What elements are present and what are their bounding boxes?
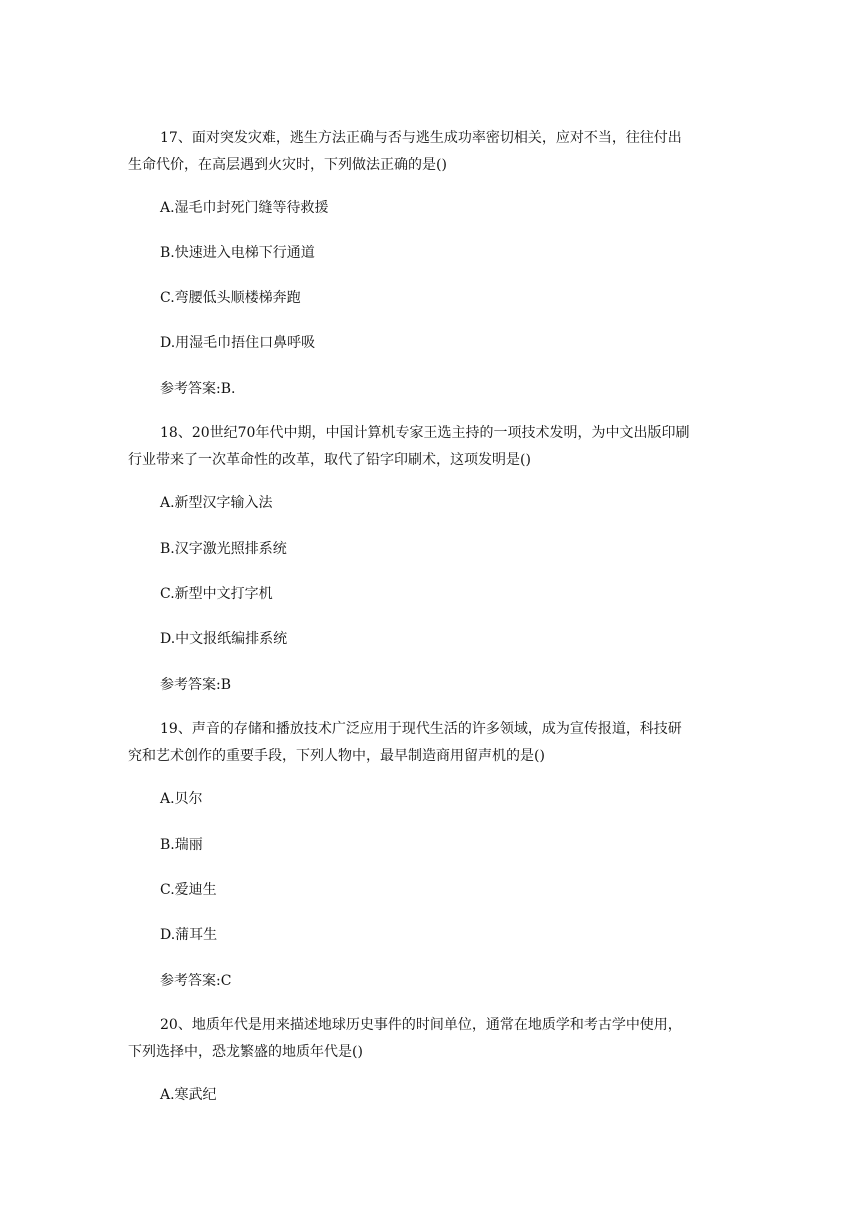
question-19-option-d: D.蒲耳生	[160, 927, 218, 943]
question-18-text-line-1: 18、20世纪70年代中期，中国计算机专家王选主持的一项技术发明，为中文出版印刷	[160, 425, 690, 441]
question-17-text-line-1: 17、面对突发灾难，逃生方法正确与否与逃生成功率密切相关，应对不当，往往付出	[160, 130, 682, 146]
question-18-option-c: C.新型中文打字机	[160, 586, 273, 602]
question-19-text-line-1: 19、声音的存储和播放技术广泛应用于现代生活的许多领域，成为宣传报道，科技研	[160, 721, 682, 737]
question-19-option-a: A.贝尔	[160, 791, 203, 807]
question-20-option-a: A.寒武纪	[160, 1087, 217, 1103]
question-17-option-a: A.湿毛巾封死门缝等待救援	[160, 200, 329, 216]
question-17-option-d: D.用湿毛巾捂住口鼻呼吸	[160, 335, 316, 351]
question-18-answer: 参考答案:B	[160, 677, 232, 693]
question-17-option-b: B.快速进入电梯下行通道	[160, 245, 315, 261]
question-18-option-a: A.新型汉字输入法	[160, 495, 273, 511]
question-17-text-line-2: 生命代价，在高层遇到火灾时，下列做法正确的是()	[128, 157, 447, 173]
question-18-text-line-2: 行业带来了一次革命性的改革，取代了铅字印刷术，这项发明是()	[128, 452, 531, 468]
question-20-text-line-1: 20、地质年代是用来描述地球历史事件的时间单位，通常在地质学和考古学中使用，	[160, 1017, 682, 1033]
question-17-option-c: C.弯腰低头顺楼梯奔跑	[160, 290, 301, 306]
question-18-option-b: B.汉字激光照排系统	[160, 541, 287, 557]
question-17-answer: 参考答案:B.	[160, 381, 236, 397]
question-18-option-d: D.中文报纸编排系统	[160, 631, 288, 647]
question-19-answer: 参考答案:C	[160, 973, 232, 989]
question-19-text-line-2: 究和艺术创作的重要手段，下列人物中，最早制造商用留声机的是()	[128, 748, 545, 764]
question-19-option-b: B.瑞丽	[160, 837, 203, 853]
question-20-text-line-2: 下列选择中，恐龙繁盛的地质年代是()	[128, 1044, 363, 1060]
question-19-option-c: C.爱迪生	[160, 882, 217, 898]
